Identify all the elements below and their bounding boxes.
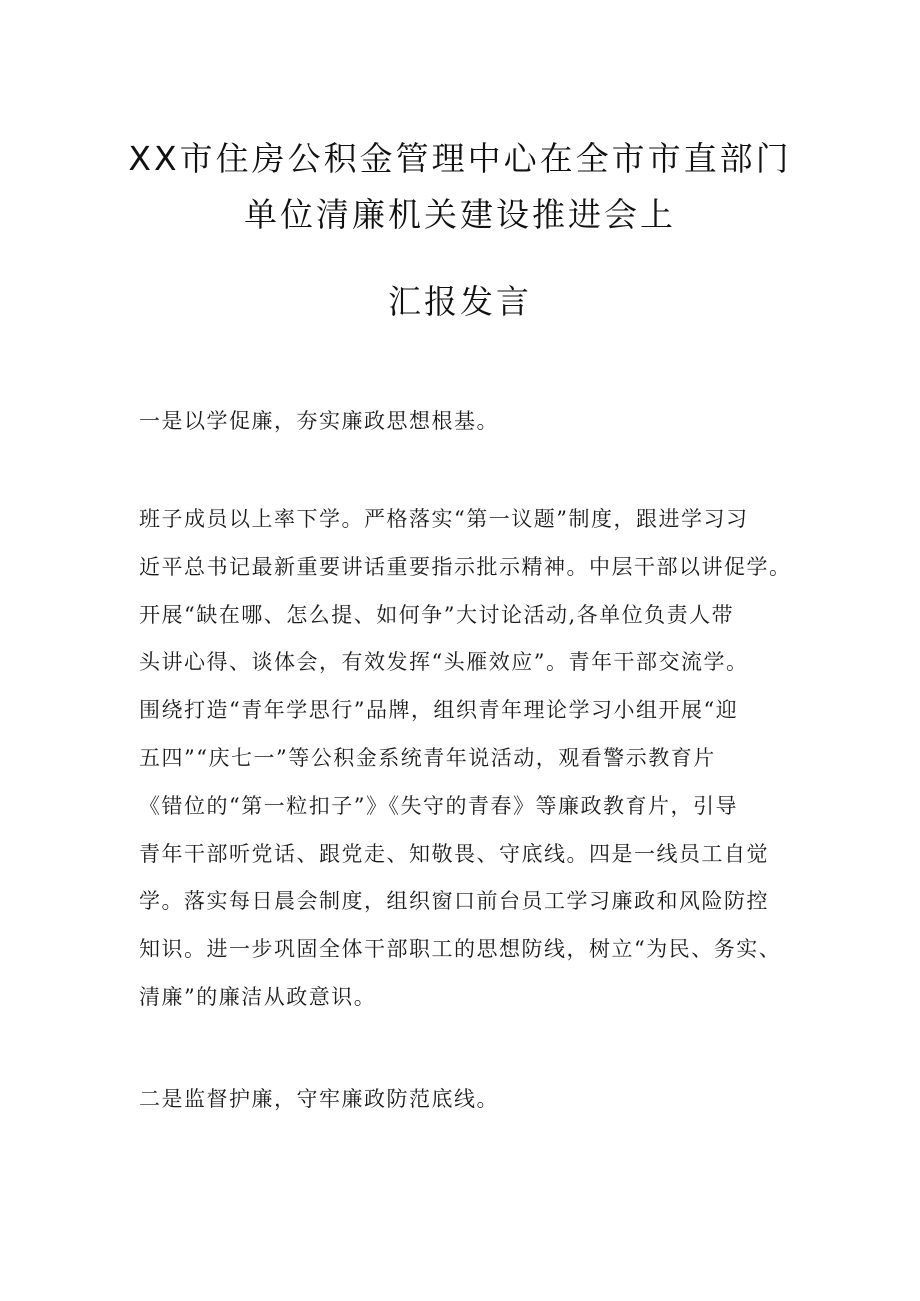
body-line-7: 《错位的“第一粒扣子”》《失守的青春》等廉政教育片，引导 bbox=[139, 793, 738, 818]
body-line-10: 知识。进一步巩固全体干部职工的思想防线，树立“为民、务实、 bbox=[139, 937, 782, 962]
body-line-11: 清廉”的廉洁从政意识。 bbox=[139, 984, 377, 1009]
body-line-5: 围绕打造“青年学思行”品牌，组织青年理论学习小组开展“迎 bbox=[139, 698, 739, 723]
body-line-8: 青年干部听党话、跟党走、知敬畏、守底线。四是一线员工自觉 bbox=[139, 841, 769, 866]
body-line-9: 学。落实每日晨会制度，组织窗口前台员工学习廉政和风险防控 bbox=[139, 889, 769, 914]
body-line-2: 近平总书记最新重要讲话重要指示批示精神。中层干部以讲促学。 bbox=[139, 554, 792, 579]
document-title-line-2: 单位清廉机关建设推进会上 bbox=[244, 195, 676, 234]
body-line-4: 头讲心得、谈体会，有效发挥“头雁效应”。青年干部交流学。 bbox=[139, 650, 749, 675]
document-title-line-3: 汇报发言 bbox=[388, 282, 532, 321]
section-1-body bbox=[139, 496, 792, 1022]
section-2-heading: 二是监督护廉，守牢廉政防范底线。 bbox=[139, 1087, 499, 1111]
body-line-1: 班子成员以上率下学。严格落实“第一议题”制度，跟进学习习 bbox=[139, 507, 749, 531]
body-line-3: 开展“缺在哪、怎么提、如何争”大讨论活动,各单位负责人带 bbox=[139, 602, 735, 627]
section-1-heading: 一是以学促廉，夯实廉政思想根基。 bbox=[139, 409, 499, 433]
body-line-6: 五四”“庆七一”等公积金系统青年说活动，观看警示教育片 bbox=[139, 745, 716, 770]
document-title-line-1: XX市住房公积金管理中心在全市市直部门 bbox=[128, 139, 792, 178]
